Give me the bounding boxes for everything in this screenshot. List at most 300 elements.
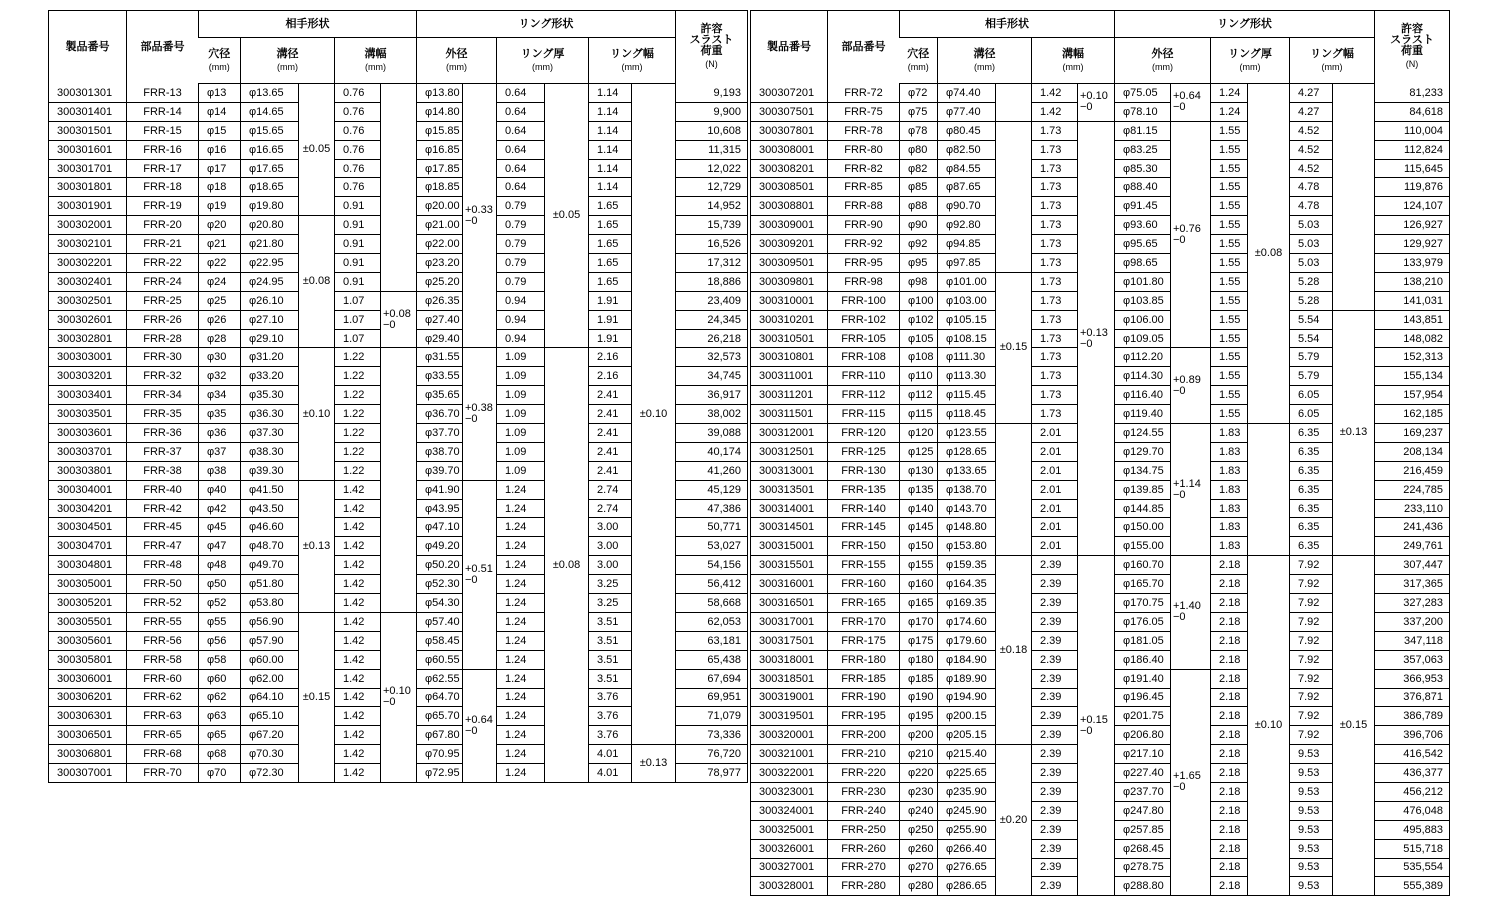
groove-width: 0.76 <box>335 121 381 140</box>
ring-thickness: 1.55 <box>1211 159 1248 178</box>
outer-dia: φ129.70 <box>1115 442 1171 461</box>
ring-width: 2.41 <box>589 461 632 480</box>
thrust: 23,409 <box>676 291 748 310</box>
outer-dia: φ16.85 <box>417 140 463 159</box>
header-groove-dia <box>241 38 335 84</box>
product-no: 300309001 <box>751 216 828 235</box>
header-bore <box>900 38 938 84</box>
right-table-body <box>751 84 1450 896</box>
groove-width: 2.39 <box>1032 839 1078 858</box>
header-unit: (mm) <box>1152 61 1173 72</box>
ring-width: 3.51 <box>589 669 632 688</box>
bore: φ42 <box>199 499 241 518</box>
bore: φ55 <box>199 612 241 631</box>
groove-width: 0.76 <box>335 84 381 103</box>
tol-groove-width: +0.15 −0 <box>1078 556 1115 896</box>
header-groove-dia <box>938 38 1032 84</box>
bore: φ95 <box>900 254 938 273</box>
outer-dia: φ13.80 <box>417 84 463 103</box>
bore: φ32 <box>199 367 241 386</box>
product-no: 300302601 <box>49 310 127 329</box>
outer-dia: φ114.30 <box>1115 367 1171 386</box>
bore: φ120 <box>900 424 938 443</box>
outer-dia: φ116.40 <box>1115 386 1171 405</box>
ring-thickness: 1.24 <box>497 707 545 726</box>
ring-thickness: 1.55 <box>1211 386 1248 405</box>
product-no: 300302801 <box>49 329 127 348</box>
ring-width: 3.76 <box>589 707 632 726</box>
thrust: 155,134 <box>1375 367 1450 386</box>
thrust: 32,573 <box>676 348 748 367</box>
bore: φ180 <box>900 650 938 669</box>
product-no: 300306301 <box>49 707 127 726</box>
header-outer-dia <box>417 38 497 84</box>
outer-dia: φ98.65 <box>1115 254 1171 273</box>
groove-width: 1.42 <box>335 669 381 688</box>
thrust: 41,260 <box>676 461 748 480</box>
part-no: FRR-13 <box>127 84 199 103</box>
product-no: 300328001 <box>751 877 828 896</box>
tol-ring-thickness: ±0.08 <box>545 348 589 782</box>
ring-width: 3.25 <box>589 575 632 594</box>
product-no: 300303401 <box>49 386 127 405</box>
outer-dia: φ170.75 <box>1115 594 1171 613</box>
ring-thickness: 0.79 <box>497 216 545 235</box>
product-no: 300316001 <box>751 575 828 594</box>
groove-width: 2.39 <box>1032 650 1078 669</box>
product-no: 300317501 <box>751 631 828 650</box>
header-ring-shape: リング形状 <box>1115 11 1375 38</box>
groove-dia: φ41.50 <box>241 480 299 499</box>
outer-dia: φ196.45 <box>1115 688 1171 707</box>
groove-dia: φ80.45 <box>938 121 996 140</box>
thrust: 11,315 <box>676 140 748 159</box>
groove-dia: φ189.90 <box>938 669 996 688</box>
groove-dia: φ205.15 <box>938 726 996 745</box>
thrust: 376,871 <box>1375 688 1450 707</box>
groove-width: 2.39 <box>1032 782 1078 801</box>
thrust: 515,718 <box>1375 839 1450 858</box>
ring-thickness: 1.55 <box>1211 272 1248 291</box>
ring-thickness: 1.09 <box>497 461 545 480</box>
groove-width: 1.73 <box>1032 405 1078 424</box>
tol-ring-width: ±0.13 <box>1333 310 1375 556</box>
bore: φ240 <box>900 801 938 820</box>
thrust: 67,694 <box>676 669 748 688</box>
ring-width: 4.27 <box>1290 102 1333 121</box>
ring-thickness: 1.24 <box>497 537 545 556</box>
product-no: 300313001 <box>751 461 828 480</box>
product-no: 300318001 <box>751 650 828 669</box>
groove-dia: φ19.80 <box>241 197 299 216</box>
bore: φ250 <box>900 820 938 839</box>
groove-dia: φ92.80 <box>938 216 996 235</box>
outer-dia: φ18.85 <box>417 178 463 197</box>
groove-dia: φ35.30 <box>241 386 299 405</box>
ring-width: 7.92 <box>1290 688 1333 707</box>
groove-width: 0.91 <box>335 216 381 235</box>
groove-dia: φ70.30 <box>241 745 299 764</box>
product-no: 300306001 <box>49 669 127 688</box>
groove-width: 1.73 <box>1032 216 1078 235</box>
ring-thickness: 0.94 <box>497 291 545 310</box>
outer-dia: φ67.80 <box>417 726 463 745</box>
outer-dia: φ49.20 <box>417 537 463 556</box>
part-no: FRR-37 <box>127 442 199 461</box>
product-no: 300319001 <box>751 688 828 707</box>
bore: φ155 <box>900 556 938 575</box>
header-unit: (mm) <box>621 61 643 72</box>
outer-dia: φ41.90 <box>417 480 463 499</box>
thrust: 157,954 <box>1375 386 1450 405</box>
groove-width: 1.22 <box>335 348 381 367</box>
tol-groove-dia: ±0.15 <box>996 272 1032 423</box>
bore: φ230 <box>900 782 938 801</box>
header-thrust-label: 許容 スラスト 荷重 <box>689 23 734 58</box>
bore: φ90 <box>900 216 938 235</box>
ring-thickness: 1.55 <box>1211 367 1248 386</box>
ring-width: 1.91 <box>589 291 632 310</box>
bore: φ112 <box>900 386 938 405</box>
thrust: 396,706 <box>1375 726 1450 745</box>
thrust: 162,185 <box>1375 405 1450 424</box>
product-no: 300319501 <box>751 707 828 726</box>
ring-thickness: 1.24 <box>497 631 545 650</box>
outer-dia: φ52.30 <box>417 575 463 594</box>
thrust: 38,002 <box>676 405 748 424</box>
thrust: 54,156 <box>676 556 748 575</box>
ring-width: 6.35 <box>1290 442 1333 461</box>
bore: φ195 <box>900 707 938 726</box>
tol-groove-dia: ±0.10 <box>299 348 335 480</box>
ring-thickness: 1.24 <box>497 594 545 613</box>
tol-groove-dia <box>996 424 1032 556</box>
ring-width: 1.65 <box>589 235 632 254</box>
groove-width: 2.39 <box>1032 726 1078 745</box>
bore: φ58 <box>199 650 241 669</box>
part-no: FRR-95 <box>828 254 900 273</box>
header-unit: (mm) <box>1239 61 1261 72</box>
groove-dia: φ266.40 <box>938 839 996 858</box>
ring-width: 7.92 <box>1290 650 1333 669</box>
bore: φ78 <box>900 121 938 140</box>
thrust: 45,129 <box>676 480 748 499</box>
product-no: 300301501 <box>49 121 127 140</box>
part-no: FRR-150 <box>828 537 900 556</box>
groove-dia: φ225.65 <box>938 764 996 783</box>
header-unit: (mm) <box>907 61 929 72</box>
ring-width: 7.92 <box>1290 631 1333 650</box>
ring-width: 6.35 <box>1290 424 1333 443</box>
part-no: FRR-65 <box>127 726 199 745</box>
groove-dia: φ105.15 <box>938 310 996 329</box>
ring-width: 3.00 <box>589 518 632 537</box>
bore: φ82 <box>900 159 938 178</box>
groove-dia: φ255.90 <box>938 820 996 839</box>
thrust: 65,438 <box>676 650 748 669</box>
product-no: 300307201 <box>751 84 828 103</box>
tol-outer-dia: +0.64 −0 <box>463 669 497 782</box>
tol-outer-dia: +1.65 −0 <box>1171 669 1211 896</box>
ring-thickness: 1.83 <box>1211 537 1248 556</box>
ring-width: 5.28 <box>1290 291 1333 310</box>
part-no: FRR-58 <box>127 650 199 669</box>
ring-width: 1.14 <box>589 121 632 140</box>
outer-dia: φ21.00 <box>417 216 463 235</box>
bore: φ165 <box>900 594 938 613</box>
bore: φ13 <box>199 84 241 103</box>
part-no: FRR-72 <box>828 84 900 103</box>
groove-dia: φ16.65 <box>241 140 299 159</box>
groove-dia: φ90.70 <box>938 197 996 216</box>
tol-outer-dia: +0.64 −0 <box>1171 84 1211 122</box>
product-no: 300314501 <box>751 518 828 537</box>
bore: φ20 <box>199 216 241 235</box>
thrust: 26,218 <box>676 329 748 348</box>
thrust: 16,526 <box>676 235 748 254</box>
part-no: FRR-175 <box>828 631 900 650</box>
thrust: 71,079 <box>676 707 748 726</box>
product-no: 300327001 <box>751 858 828 877</box>
part-no: FRR-90 <box>828 216 900 235</box>
ring-thickness: 1.24 <box>497 518 545 537</box>
ring-width: 9.53 <box>1290 858 1333 877</box>
product-no: 300302001 <box>49 216 127 235</box>
tol-ring-thickness <box>1248 424 1290 556</box>
product-no: 300323001 <box>751 782 828 801</box>
table-row <box>751 556 1450 575</box>
thrust: 9,193 <box>676 84 748 103</box>
part-no: FRR-160 <box>828 575 900 594</box>
part-no: FRR-155 <box>828 556 900 575</box>
thrust: 233,110 <box>1375 499 1450 518</box>
ring-thickness: 1.24 <box>497 669 545 688</box>
ring-thickness: 1.09 <box>497 386 545 405</box>
outer-dia: φ186.40 <box>1115 650 1171 669</box>
bore: φ125 <box>900 442 938 461</box>
header-unit: (mm) <box>532 61 553 72</box>
part-no: FRR-98 <box>828 272 900 291</box>
left-table-body <box>49 84 748 783</box>
ring-width: 7.92 <box>1290 669 1333 688</box>
groove-dia: φ14.65 <box>241 102 299 121</box>
product-no: 300301601 <box>49 140 127 159</box>
bore: φ47 <box>199 537 241 556</box>
outer-dia: φ191.40 <box>1115 669 1171 688</box>
ring-thickness: 2.18 <box>1211 688 1248 707</box>
groove-width: 1.42 <box>335 594 381 613</box>
thrust: 366,953 <box>1375 669 1450 688</box>
groove-width: 1.73 <box>1032 254 1078 273</box>
thrust: 115,645 <box>1375 159 1450 178</box>
bore: φ37 <box>199 442 241 461</box>
outer-dia: φ14.80 <box>417 102 463 121</box>
header-groove-width-label: 溝幅 <box>364 47 387 60</box>
groove-dia: φ174.60 <box>938 612 996 631</box>
product-no: 300303601 <box>49 424 127 443</box>
bore: φ140 <box>900 499 938 518</box>
groove-width: 2.01 <box>1032 499 1078 518</box>
ring-width: 1.14 <box>589 140 632 159</box>
part-no: FRR-92 <box>828 235 900 254</box>
ring-thickness: 1.55 <box>1211 178 1248 197</box>
outer-dia: φ268.45 <box>1115 839 1171 858</box>
header-groove-width <box>335 38 417 84</box>
part-no: FRR-185 <box>828 669 900 688</box>
part-no: FRR-60 <box>127 669 199 688</box>
outer-dia: φ17.85 <box>417 159 463 178</box>
groove-dia: φ51.80 <box>241 575 299 594</box>
header-product-no: 製品番号 <box>767 40 811 53</box>
ring-width: 9.53 <box>1290 801 1333 820</box>
product-no: 300321001 <box>751 745 828 764</box>
part-no: FRR-195 <box>828 707 900 726</box>
bore: φ19 <box>199 197 241 216</box>
ring-width: 1.65 <box>589 197 632 216</box>
tol-groove-width: +0.10 −0 <box>1078 84 1115 122</box>
ring-width: 3.51 <box>589 612 632 631</box>
groove-dia: φ77.40 <box>938 102 996 121</box>
groove-dia: φ53.80 <box>241 594 299 613</box>
outer-dia: φ150.00 <box>1115 518 1171 537</box>
ring-width: 9.53 <box>1290 839 1333 858</box>
ring-thickness: 2.18 <box>1211 877 1248 896</box>
bore: φ85 <box>900 178 938 197</box>
groove-dia: φ87.65 <box>938 178 996 197</box>
part-no: FRR-24 <box>127 272 199 291</box>
outer-dia: φ103.85 <box>1115 291 1171 310</box>
outer-dia: φ109.05 <box>1115 329 1171 348</box>
thrust: 357,063 <box>1375 650 1450 669</box>
groove-dia: φ113.30 <box>938 367 996 386</box>
product-no: 300308201 <box>751 159 828 178</box>
ring-width: 1.14 <box>589 178 632 197</box>
product-no: 300310001 <box>751 291 828 310</box>
groove-dia: φ82.50 <box>938 140 996 159</box>
groove-width: 1.73 <box>1032 140 1078 159</box>
thrust: 216,459 <box>1375 461 1450 480</box>
header-thrust <box>1375 11 1450 84</box>
bore: φ220 <box>900 764 938 783</box>
groove-width: 2.39 <box>1032 858 1078 877</box>
header-unit: (mm) <box>1321 61 1343 72</box>
thrust: 36,917 <box>676 386 748 405</box>
groove-dia: φ21.80 <box>241 235 299 254</box>
groove-dia: φ153.80 <box>938 537 996 556</box>
ring-width: 7.92 <box>1290 575 1333 594</box>
tol-groove-width <box>381 84 417 292</box>
ring-thickness: 2.18 <box>1211 631 1248 650</box>
ring-width: 7.92 <box>1290 707 1333 726</box>
groove-dia: φ46.60 <box>241 518 299 537</box>
tol-outer-dia: +0.76 −0 <box>1171 121 1211 348</box>
tol-groove-dia: ±0.08 <box>299 216 335 348</box>
bore: φ35 <box>199 405 241 424</box>
ring-width: 4.01 <box>589 745 632 764</box>
bore: φ145 <box>900 518 938 537</box>
outer-dia: φ247.80 <box>1115 801 1171 820</box>
ring-width: 6.35 <box>1290 480 1333 499</box>
groove-width: 2.39 <box>1032 688 1078 707</box>
thrust: 34,745 <box>676 367 748 386</box>
part-no: FRR-20 <box>127 216 199 235</box>
groove-width: 2.39 <box>1032 877 1078 896</box>
outer-dia: φ176.05 <box>1115 612 1171 631</box>
product-no: 300302501 <box>49 291 127 310</box>
thrust: 129,927 <box>1375 235 1450 254</box>
outer-dia: φ257.85 <box>1115 820 1171 839</box>
tol-outer-dia: +0.38 −0 <box>463 348 497 480</box>
part-no: FRR-180 <box>828 650 900 669</box>
groove-width: 1.42 <box>335 745 381 764</box>
outer-dia: φ50.20 <box>417 556 463 575</box>
outer-dia: φ278.75 <box>1115 858 1171 877</box>
ring-width: 2.74 <box>589 480 632 499</box>
ring-thickness: 1.24 <box>497 612 545 631</box>
tol-groove-width: +0.08 −0 <box>381 291 417 348</box>
ring-thickness: 1.09 <box>497 367 545 386</box>
groove-width: 2.39 <box>1032 631 1078 650</box>
groove-dia: φ276.65 <box>938 858 996 877</box>
thrust: 110,004 <box>1375 121 1450 140</box>
outer-dia: φ58.45 <box>417 631 463 650</box>
part-no: FRR-270 <box>828 858 900 877</box>
outer-dia: φ47.10 <box>417 518 463 537</box>
header-unit: (mm) <box>365 61 386 72</box>
product-no: 300303801 <box>49 461 127 480</box>
part-no: FRR-36 <box>127 424 199 443</box>
outer-dia: φ217.10 <box>1115 745 1171 764</box>
groove-width: 1.73 <box>1032 329 1078 348</box>
groove-width: 2.01 <box>1032 461 1078 480</box>
thrust: 50,771 <box>676 518 748 537</box>
bore: φ25 <box>199 291 241 310</box>
product-no: 300305601 <box>49 631 127 650</box>
groove-width: 1.22 <box>335 461 381 480</box>
product-no: 300306501 <box>49 726 127 745</box>
ring-width: 4.52 <box>1290 159 1333 178</box>
groove-dia: φ74.40 <box>938 84 996 103</box>
outer-dia: φ106.00 <box>1115 310 1171 329</box>
ring-width: 6.05 <box>1290 386 1333 405</box>
thrust: 436,377 <box>1375 764 1450 783</box>
product-no: 300304201 <box>49 499 127 518</box>
ring-width: 2.74 <box>589 499 632 518</box>
outer-dia: φ20.00 <box>417 197 463 216</box>
thrust: 224,785 <box>1375 480 1450 499</box>
product-no: 300302401 <box>49 272 127 291</box>
thrust: 76,720 <box>676 745 748 764</box>
thrust: 9,900 <box>676 102 748 121</box>
outer-dia: φ134.75 <box>1115 461 1171 480</box>
left-spec-table <box>48 10 748 783</box>
ring-width: 9.53 <box>1290 764 1333 783</box>
part-no: FRR-80 <box>828 140 900 159</box>
part-no: FRR-190 <box>828 688 900 707</box>
part-no: FRR-55 <box>127 612 199 631</box>
bore: φ30 <box>199 348 241 367</box>
groove-dia: φ97.85 <box>938 254 996 273</box>
bore: φ70 <box>199 764 241 783</box>
outer-dia: φ95.65 <box>1115 235 1171 254</box>
thrust: 124,107 <box>1375 197 1450 216</box>
ring-width: 4.78 <box>1290 197 1333 216</box>
part-no: FRR-47 <box>127 537 199 556</box>
groove-width: 1.42 <box>335 688 381 707</box>
ring-thickness: 1.55 <box>1211 140 1248 159</box>
ring-width: 2.41 <box>589 405 632 424</box>
product-no: 300311201 <box>751 386 828 405</box>
